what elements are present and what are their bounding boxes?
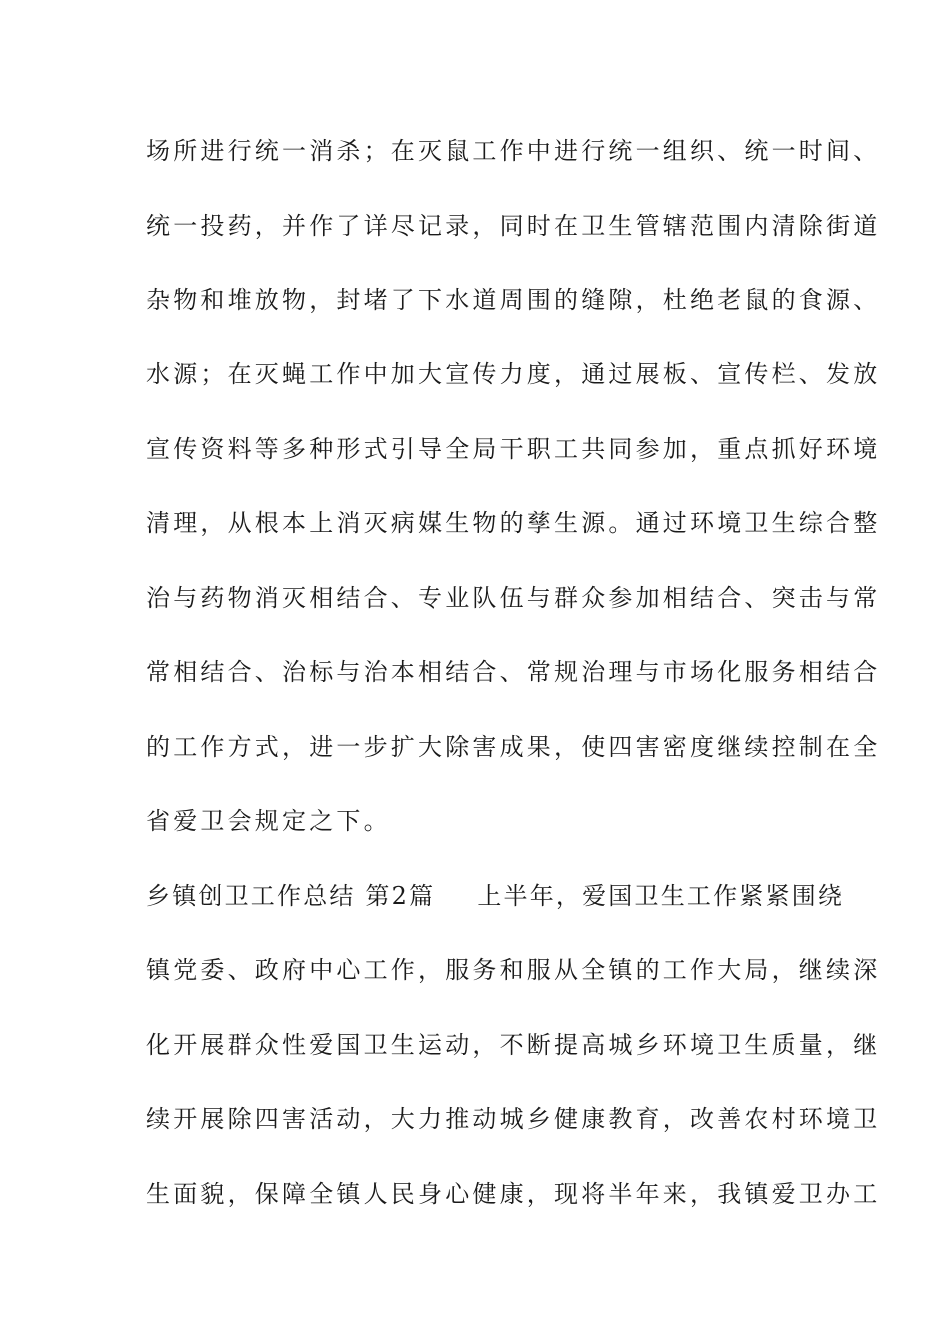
body-line-5: 宣传资料等多种形式引导全局干职工共同参加，重点抓好环境 [146, 435, 881, 463]
body-line-1: 场所进行统一消杀；在灭鼠工作中进行统一组织、统一时间、 [146, 137, 881, 165]
section-first-line: 上半年，爱国卫生工作紧紧围绕 [477, 882, 845, 910]
body-line-7: 治与药物消灭相结合、专业队伍与群众参加相结合、突击与常 [146, 584, 881, 612]
body-line-8: 常相结合、治标与治本相结合、常规治理与市场化服务相结合 [146, 658, 881, 686]
body-line-4: 水源；在灭蝇工作中加大宣传力度，通过展板、宣传栏、发放 [146, 360, 881, 388]
section-heading: 乡镇创卫工作总结 第2篇 [146, 882, 436, 910]
section-heading-line [146, 881, 845, 911]
section-line-4: 生面貌，保障全镇人民身心健康，现将半年来，我镇爱卫办工 [146, 1180, 881, 1208]
section-line-3: 续开展除四害活动，大力推动城乡健康教育，改善农村环境卫 [146, 1105, 881, 1133]
body-line-9: 的工作方式，进一步扩大除害成果，使四害密度继续控制在全 [146, 733, 881, 761]
body-line-2: 统一投药，并作了详尽记录，同时在卫生管辖范围内清除街道 [146, 212, 881, 240]
section-line-1: 镇党委、政府中心工作，服务和服从全镇的工作大局，继续深 [146, 956, 881, 984]
body-line-3: 杂物和堆放物，封堵了下水道周围的缝隙，杜绝老鼠的食源、 [146, 286, 881, 314]
body-line-6: 清理，从根本上消灭病媒生物的孳生源。通过环境卫生综合整 [146, 509, 881, 537]
body-line-10: 省爱卫会规定之下。 [146, 807, 391, 835]
section-line-2: 化开展群众性爱国卫生运动，不断提高城乡环境卫生质量，继 [146, 1031, 881, 1059]
